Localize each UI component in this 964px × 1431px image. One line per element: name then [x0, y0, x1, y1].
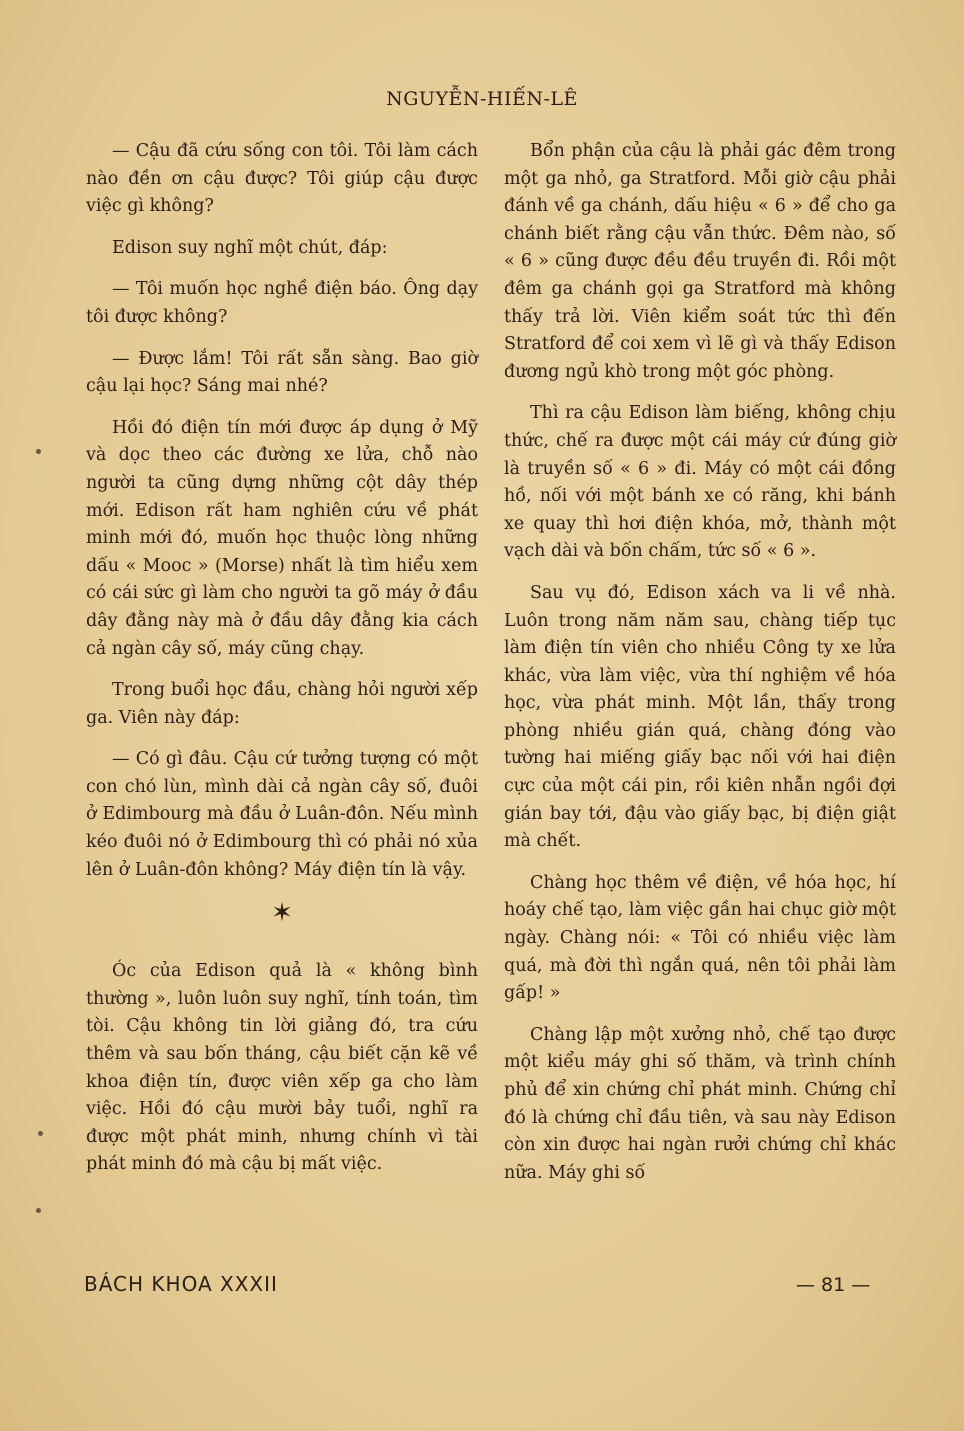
- paragraph: Chàng lập một xưởng nhỏ, chế tạo được một kiểu máy ghi số thăm, và trình chính phủ để xin chứng chỉ phát minh. Chứng chỉ đó là chứng chỉ đầu tiên, và sau này Edison còn xin được hai ngàn rưởi chứng chỉ khác nữa. Máy ghi số: [504, 1024, 896, 1183]
- section-separator: ✶: [271, 898, 293, 929]
- paragraph: Bổn phận của cậu là phải gác đêm trong một ga nhỏ, ga Stratford. Mỗi giờ cậu phải đánh về ga chánh, dấu hiệu « 6 » để cho ga chánh biết rằng cậu vẫn thức. Đêm nào, số « 6 » cũng được đều đều truyền đi. Rồi một đêm ga chánh gọi ga Stratford mà không thấy trả lời. Viên kiểm soát tức thì đến Stratford để coi xem vì lẽ gì và thấy Edison đương ngủ khò trong một góc phòng.: [504, 141, 896, 382]
- paragraph: Sau vụ đó, Edison xách va li về nhà. Luôn trong năm năm sau, chàng tiếp tục làm điện tín viên cho nhiều Công ty xe lửa khác, vừa làm việc, vừa thí nghiệm về hóa học, vừa phát minh. Một lần, thấy trong phòng nhiều gián quá, chàng đóng vào tường hai miếng giấy bạc nối với hai điện cực của một cái pin, rồi kiên nhẫn ngồi đợi gián bay tới, đậu vào giấy bạc, bị điện giật mà chết.: [504, 582, 896, 852]
- paragraph: Chàng học thêm về điện, về hóa học, hí hoáy chế tạo, làm việc gần hai chục giờ một ngày. Chàng nói: « Tôi có nhiều việc làm quá, mà đời thì ngắn quá, nên tôi phải làm gấp! »: [504, 872, 896, 1004]
- right-column: [504, 138, 896, 1201]
- magazine-name: BÁCH KHOA XXXII: [84, 1272, 278, 1296]
- left-column: [86, 138, 478, 1193]
- paper-speck: [38, 1131, 43, 1136]
- paper-speck: [36, 449, 41, 454]
- running-header: NGUYỄN-HIẾN-LÊ: [386, 88, 578, 110]
- paragraph: — Có gì đâu. Cậu cứ tưởng tượng có một con chó lùn, mình dài cả ngàn cây số, đuôi ở Edimbourg mà đầu ở Luân-đôn. Nếu mình kéo đuôi nó ở Edimbourg thì có phải nó xủa lên ở Luân-đôn không? Máy điện tín là vậy.: [86, 749, 478, 880]
- paragraph: — Cậu đã cứu sống con tôi. Tôi làm cách nào đền ơn cậu được? Tôi giúp cậu được việc gì không?: [86, 141, 478, 217]
- paragraph: — Được lắm! Tôi rất sẵn sàng. Bao giờ cậu lại học? Sáng mai nhé?: [86, 348, 478, 397]
- paragraph: Thì ra cậu Edison làm biếng, không chịu thức, chế ra được một cái máy cứ đúng giờ là truyền số « 6 » đi. Máy có một cái đồng hồ, nối với một bánh xe có răng, khi bánh xe quay thì hơi điện khóa, mở, thành một vạch dài và bốn chấm, tức số « 6 ».: [504, 403, 896, 562]
- paragraph: Hồi đó điện tín mới được áp dụng ở Mỹ và dọc theo các đường xe lửa, chỗ nào người ta cũng dựng những cột dây thép mới. Edison rất ham nghiên cứu về phát minh mới đó, muốn học thuộc lòng những dấu « Mooc » (Morse) nhất là tìm hiểu xem có cái sức gì làm cho người ta gõ máy ở đầu dây đằng này mà ở đầu dây đằng kia cách cả ngàn cây số, máy cũng chạy.: [86, 417, 478, 659]
- paragraph: — Tôi muốn học nghề điện báo. Ông dạy tôi được không?: [86, 279, 478, 327]
- page-number: — 81 —: [796, 1274, 871, 1296]
- paper-speck: [36, 1208, 41, 1213]
- paragraph: Trong buổi học đầu, chàng hỏi người xếp ga. Viên này đáp:: [86, 680, 478, 728]
- paragraph: Óc của Edison quả là « không bình thường », luôn luôn suy nghĩ, tính toán, tìm tòi. Cậu không tin lời giảng đó, tra cứu thêm và sau bốn tháng, cậu biết cặn kẽ về khoa điện tín, được viên xếp ga cho làm việc. Hồi đó cậu mười bảy tuổi, nghĩ ra được một phát minh, nhưng chính vì tài phát minh đó mà cậu bị mất việc.: [86, 961, 478, 1175]
- paragraph: Edison suy nghĩ một chút, đáp:: [112, 237, 388, 258]
